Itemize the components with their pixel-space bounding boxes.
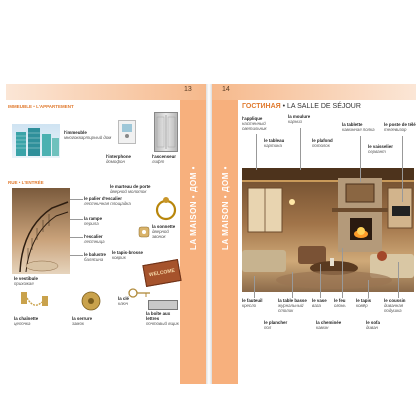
staircase-illustration	[12, 188, 70, 274]
label-coussin: le coussin диванная подушка	[384, 298, 406, 314]
label-vaisselier: le vaisselier сервант	[368, 144, 393, 155]
right-side-tab	[212, 100, 238, 384]
pointer-tapis	[368, 280, 369, 298]
section-hall: RUE • L'ENTRÉE	[8, 180, 44, 185]
label-chainette: la chaînette цепочка	[14, 316, 39, 327]
elevator-photo	[154, 112, 178, 152]
label-ascenseur: l'ascenseur лифт	[152, 154, 176, 165]
section-apartment: IMMEUBLE • L'APPARTEMENT	[8, 104, 74, 109]
label-sonnette: la sonnette дверной звонок	[152, 224, 176, 240]
right-page	[212, 84, 416, 384]
label-sofa: le sofa диван	[366, 320, 380, 331]
pointer-coussin	[398, 262, 399, 298]
pointer-poste	[402, 136, 403, 202]
label-tableau: le tableau картина	[264, 138, 285, 149]
label-vase: le vase ваза	[312, 298, 327, 309]
label-poste: le poste de télé телевизор	[384, 122, 416, 133]
label-tablette: la tablette каминная полка	[342, 122, 375, 133]
left-page	[6, 84, 206, 384]
left-side-tab	[180, 100, 206, 384]
label-tapis: le tapis ковёр	[356, 298, 372, 309]
living-room-photo	[242, 168, 414, 292]
left-page-header-bar	[6, 84, 206, 100]
interphone-photo	[118, 120, 136, 144]
pointer-tablette	[360, 136, 361, 182]
door-chain-icon	[20, 290, 50, 314]
pointer-feu	[342, 248, 343, 298]
living-room-illustration	[242, 168, 414, 292]
label-applique: l'applique настенный светильник	[242, 116, 267, 132]
pointer-fauteuil	[254, 276, 255, 298]
right-page-heading: ГОСТИНАЯ • LA SALLE DE SÉJOUR	[242, 103, 361, 110]
label-plafond: le plafond потолок	[312, 138, 333, 149]
label-moulure: la moulure карниз	[288, 114, 311, 125]
door-knocker-icon	[154, 194, 178, 228]
left-side-tab-text: LA MAISON • ДОМ •	[189, 166, 198, 250]
right-page-number: 14	[222, 86, 230, 93]
label-palier: le palier d'escalier лестничная площадка	[84, 196, 131, 207]
label-cheminee: la cheminée камин	[316, 320, 342, 331]
label-plancher: le plancher пол	[264, 320, 288, 331]
label-immeuble: l'immeuble многоквартирный дом	[64, 130, 112, 141]
pointer-palier	[70, 199, 83, 200]
interphone-icon	[119, 121, 135, 143]
pointer-escalier	[70, 237, 83, 238]
staircase-photo	[12, 188, 70, 274]
doormat-text: WELCOME	[148, 267, 176, 279]
right-page-header-bar	[212, 84, 416, 100]
building-illustration	[12, 124, 60, 158]
label-feu: le feu огонь	[334, 298, 346, 309]
label-heurtoir: le marteau de porte дверной молоток	[110, 184, 151, 195]
building-photo	[12, 124, 60, 158]
mailbox-slot	[148, 300, 178, 310]
pointer-applique	[256, 134, 257, 170]
door-lock-icon	[80, 290, 102, 312]
label-table-basse: la table basse журнальный столик	[278, 298, 307, 314]
elevator-icon	[155, 113, 177, 151]
pointer-vase	[320, 264, 321, 298]
label-cle: la clé ключ	[118, 296, 129, 307]
doorbell-icon	[138, 226, 150, 238]
pointer-balustre	[70, 255, 83, 256]
label-boite: la boîte aux lettres почтовый ящик	[146, 311, 179, 327]
right-side-tab-text: LA MAISON • ДОМ •	[221, 166, 230, 250]
label-fauteuil: le fauteuil кресло	[242, 298, 263, 309]
label-rampe: la rampe перила	[84, 216, 103, 227]
pointer-table	[292, 272, 293, 298]
label-serrure: la serrure замок	[72, 316, 93, 327]
open-book	[0, 84, 420, 384]
doormat	[142, 259, 181, 287]
left-page-number: 13	[184, 86, 192, 93]
pointer-moulure	[300, 128, 301, 170]
label-vestibule: le vestibule прихожая	[14, 276, 38, 287]
label-balustre: le balustre балясина	[84, 252, 106, 263]
label-tapis-brosse: le tapis-brosse коврик	[112, 250, 143, 261]
pointer-rampe	[70, 219, 83, 220]
label-escalier: l'escalier лестница	[84, 234, 105, 245]
label-interphone: l'interphone домофон	[106, 154, 131, 165]
